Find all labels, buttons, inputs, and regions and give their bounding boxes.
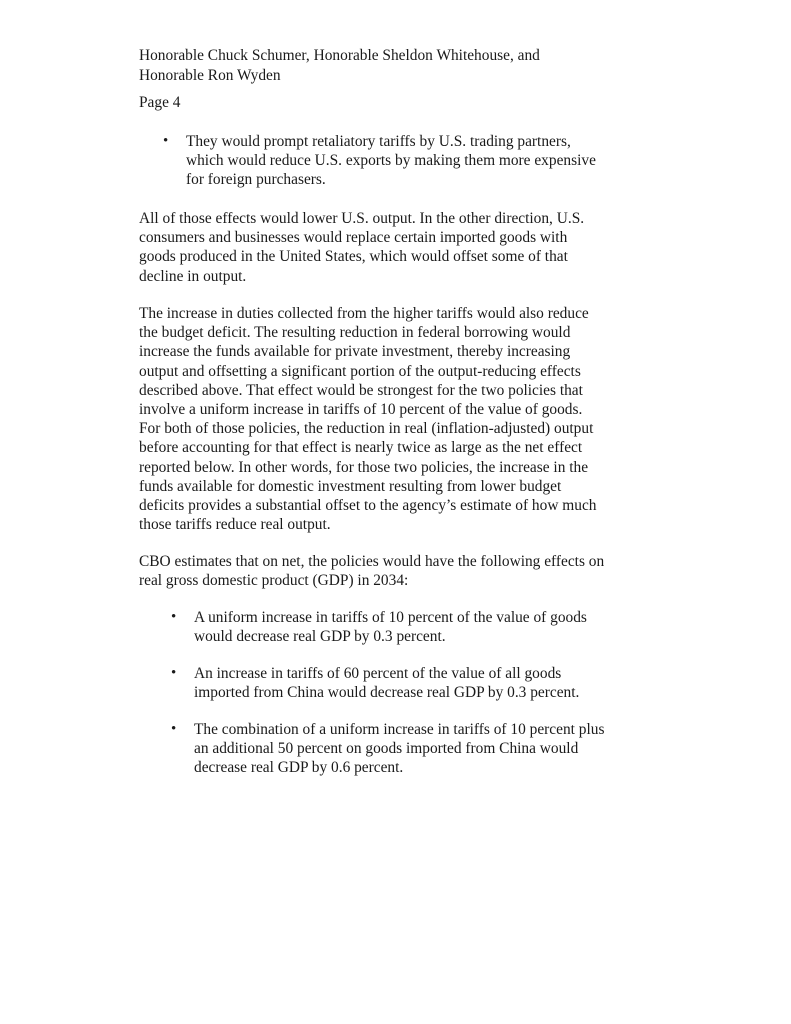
paragraph-line: For both of those policies, the reduction in real (inflation-adjusted) output — [139, 420, 594, 438]
addressee-line-1: Honorable Chuck Schumer, Honorable Sheldon Whitehouse, and — [139, 47, 540, 64]
paragraph-line: deficits provides a substantial offset to the agency’s estimate of how much — [139, 496, 597, 514]
paragraph-budget-deficit — [139, 304, 596, 534]
paragraph-output-effects — [139, 209, 584, 286]
paragraph-line: reported below. In other words, for those two policies, the increase in the — [139, 458, 589, 476]
paragraph-line: the budget deficit. The resulting reduction in federal borrowing would — [139, 324, 571, 342]
bullet-text-line: would decrease real GDP by 0.3 percent. — [194, 628, 446, 646]
bullet-text — [194, 664, 579, 702]
paragraph-line: those tariffs reduce real output. — [139, 516, 331, 534]
paragraph-line: The increase in duties collected from the higher tariffs would also reduce — [139, 305, 589, 322]
paragraph-line: increase the funds available for private investment, thereby increasing — [139, 343, 571, 361]
bullet-text-line: A uniform increase in tariffs of 10 percent of the value of goods — [194, 609, 587, 626]
paragraph-line: involve a uniform increase in tariffs of 10 percent of the value of goods. — [139, 400, 583, 418]
bullet-text-line: for foreign purchasers. — [186, 171, 326, 189]
bullet-text-line: decrease real GDP by 0.6 percent. — [194, 759, 404, 777]
bullet-text — [194, 608, 587, 646]
bullet-text — [194, 720, 604, 778]
bullet-text-line: An increase in tariffs of 60 percent of the value of all goods — [194, 665, 562, 682]
bullet-text-line: The combination of a uniform increase in tariffs of 10 percent plus — [194, 721, 605, 738]
bullet-marker: • — [171, 609, 177, 625]
page-number: Page 4 — [139, 94, 181, 111]
paragraph-line: output and offsetting a significant portion of the output-reducing effects — [139, 362, 581, 380]
bullet-text-line: an additional 50 percent on goods imported from China would — [194, 740, 579, 758]
paragraph-line: goods produced in the United States, which would offset some of that — [139, 248, 568, 266]
paragraph-line: All of those effects would lower U.S. output. In the other direction, U.S. — [139, 210, 585, 227]
paragraph-line: decline in output. — [139, 267, 247, 285]
bullet-marker: • — [171, 721, 177, 737]
bullet-text-line: which would reduce U.S. exports by making them more expensive — [186, 152, 596, 170]
bullet-text — [186, 132, 596, 190]
bullet-text-line: They would prompt retaliatory tariffs by U.S. trading partners, — [186, 133, 571, 150]
paragraph-line: CBO estimates that on net, the policies would have the following effects on — [139, 553, 605, 570]
paragraph-line: funds available for domestic investment resulting from lower budget — [139, 477, 562, 495]
bullet-marker: • — [163, 133, 169, 149]
paragraph-line: described above. That effect would be strongest for the two policies that — [139, 381, 583, 399]
paragraph-cbo-estimates — [139, 552, 604, 590]
addressee-line-2: Honorable Ron Wyden — [139, 67, 281, 84]
paragraph-line: consumers and businesses would replace certain imported goods with — [139, 229, 568, 247]
paragraph-line: before accounting for that effect is nearly twice as large as the net effect — [139, 439, 583, 457]
bullet-text-line: imported from China would decrease real GDP by 0.3 percent. — [194, 684, 580, 702]
bullet-marker: • — [171, 665, 177, 681]
paragraph-line: real gross domestic product (GDP) in 2034: — [139, 572, 409, 590]
